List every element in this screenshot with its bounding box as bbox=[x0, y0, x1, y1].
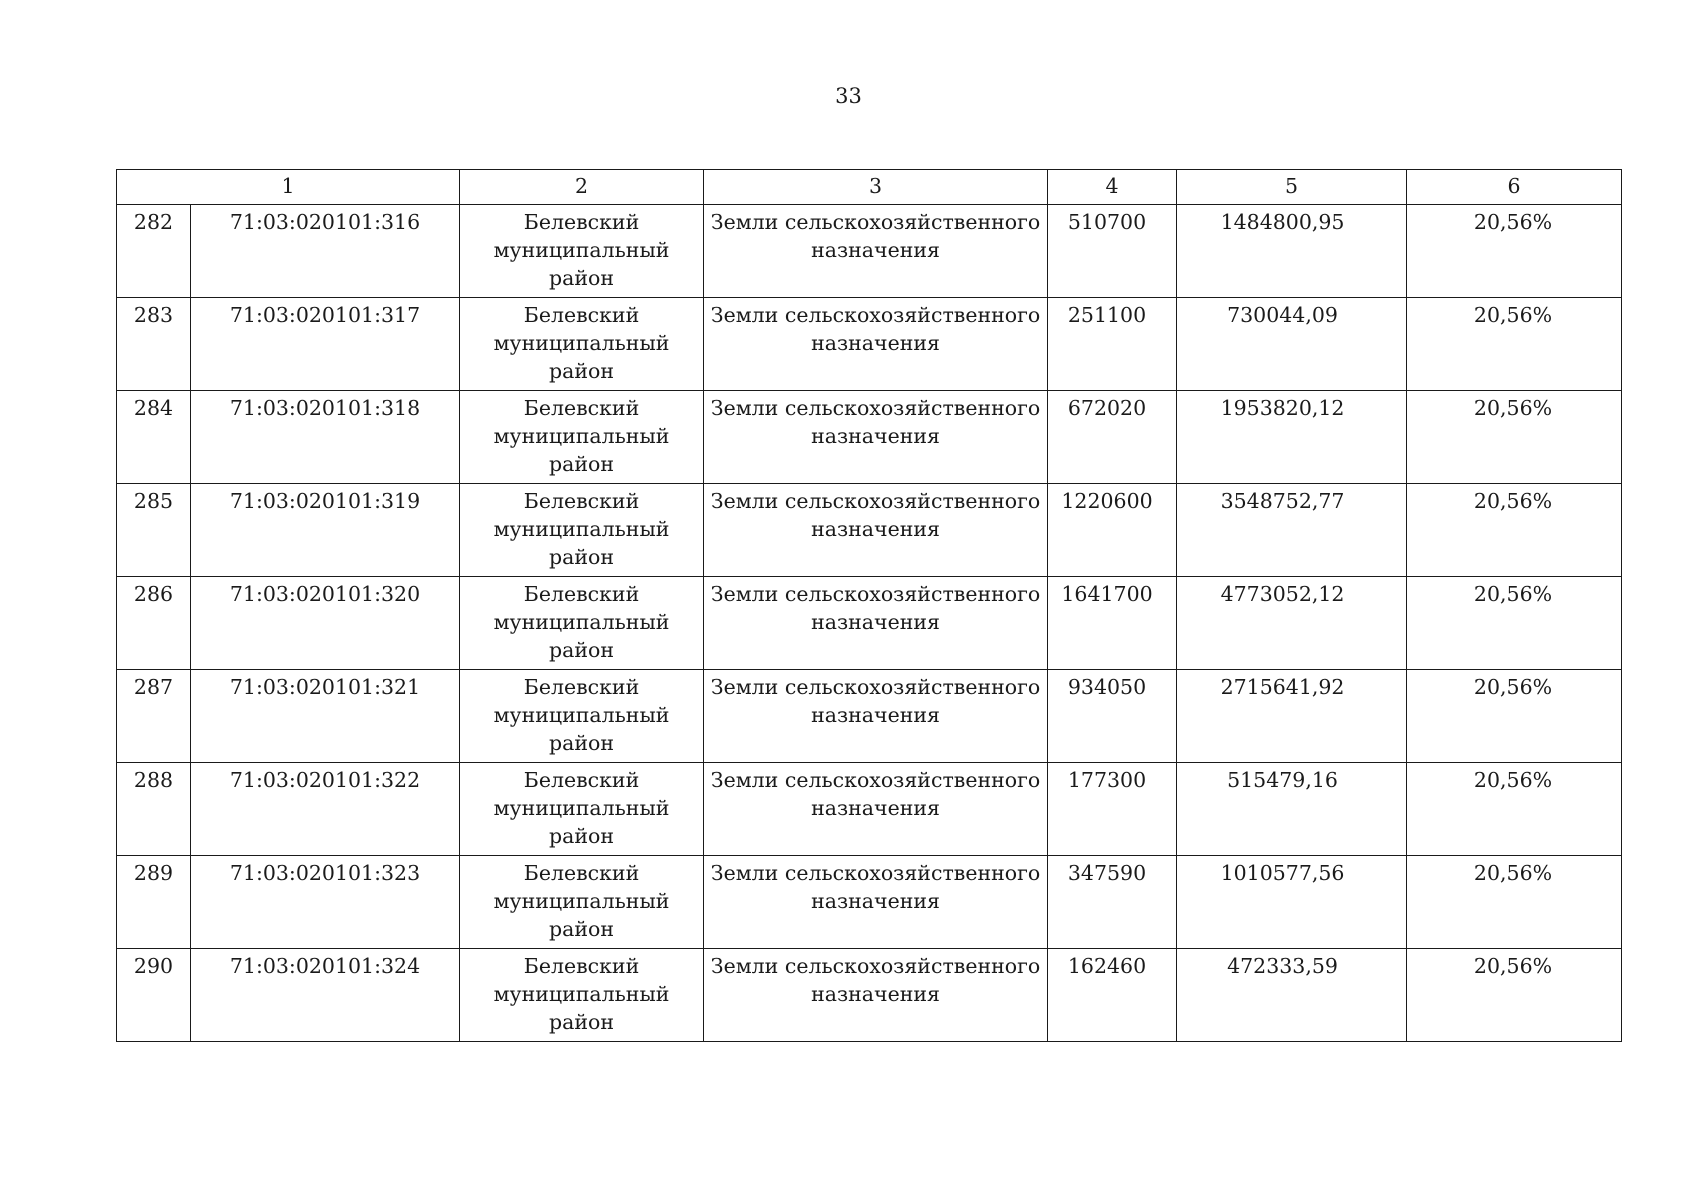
land-category-cell bbox=[704, 298, 1048, 391]
cadastral-value-cell-text: 4773052,12 bbox=[1220, 582, 1345, 606]
percent-cell bbox=[1407, 298, 1622, 391]
area-cell-text: 162460 bbox=[1067, 954, 1147, 978]
cadastral-number-cell-text: 71:03:020101:323 bbox=[229, 861, 421, 885]
cadastral-number-cell-text: 71:03:020101:316 bbox=[229, 210, 421, 234]
cadastral-number-cell-text: 71:03:020101:317 bbox=[229, 303, 421, 327]
cadastral-value-cell-text: 515479,16 bbox=[1227, 768, 1338, 792]
row-number-cell bbox=[117, 856, 191, 949]
cadastral-number-cell bbox=[191, 205, 460, 298]
district-cell-text: Белевский муниципальный район bbox=[493, 768, 670, 848]
district-cell-text: Белевский муниципальный район bbox=[493, 303, 670, 383]
district-cell-text: Белевский муниципальный район bbox=[493, 954, 670, 1034]
area-cell bbox=[1048, 391, 1177, 484]
area-cell bbox=[1048, 205, 1177, 298]
cadastral-value-cell bbox=[1177, 763, 1407, 856]
table-row bbox=[117, 391, 1622, 484]
column-header: 3 bbox=[704, 170, 1048, 205]
percent-cell-text: 20,56% bbox=[1473, 210, 1553, 234]
percent-cell-text: 20,56% bbox=[1473, 303, 1553, 327]
area-cell-text: 347590 bbox=[1067, 861, 1147, 885]
district-cell bbox=[460, 763, 704, 856]
row-number-cell bbox=[117, 949, 191, 1042]
land-category-cell-text: Земли сельскохозяйственного назначения bbox=[710, 210, 1041, 262]
district-cell bbox=[460, 670, 704, 763]
table-row bbox=[117, 949, 1622, 1042]
column-header: 2 bbox=[460, 170, 704, 205]
cadastral-value-cell bbox=[1177, 391, 1407, 484]
table-body bbox=[117, 170, 1622, 1042]
land-category-cell bbox=[704, 670, 1048, 763]
land-category-cell bbox=[704, 856, 1048, 949]
cadastral-number-cell bbox=[191, 298, 460, 391]
cadastral-number-cell bbox=[191, 670, 460, 763]
row-number-cell bbox=[117, 577, 191, 670]
district-cell bbox=[460, 484, 704, 577]
area-cell bbox=[1048, 577, 1177, 670]
cadastral-number-cell bbox=[191, 577, 460, 670]
area-cell bbox=[1048, 484, 1177, 577]
percent-cell-text: 20,56% bbox=[1473, 582, 1553, 606]
column-header: 1 bbox=[117, 170, 460, 205]
percent-cell-text: 20,56% bbox=[1473, 675, 1553, 699]
cadastral-value-cell-text: 2715641,92 bbox=[1220, 675, 1345, 699]
land-category-cell bbox=[704, 949, 1048, 1042]
row-number-cell bbox=[117, 763, 191, 856]
land-category-cell-text: Земли сельскохозяйственного назначения bbox=[710, 582, 1041, 634]
cadastral-number-cell-text: 71:03:020101:319 bbox=[229, 489, 421, 513]
cadastral-value-cell bbox=[1177, 856, 1407, 949]
cadastral-number-cell-text: 71:03:020101:320 bbox=[229, 582, 421, 606]
table-row bbox=[117, 856, 1622, 949]
cadastral-value-cell bbox=[1177, 484, 1407, 577]
area-cell-text: 1220600 bbox=[1061, 489, 1153, 513]
percent-cell bbox=[1407, 670, 1622, 763]
row-number-cell-text: 284 bbox=[133, 396, 174, 420]
row-number-cell-text: 287 bbox=[133, 675, 174, 699]
district-cell-text: Белевский муниципальный район bbox=[493, 861, 670, 941]
cadastral-number-cell-text: 71:03:020101:318 bbox=[229, 396, 421, 420]
cadastral-value-cell-text: 730044,09 bbox=[1227, 303, 1338, 327]
district-cell-text: Белевский муниципальный район bbox=[493, 210, 670, 290]
district-cell-text: Белевский муниципальный район bbox=[493, 675, 670, 755]
percent-cell-text: 20,56% bbox=[1473, 768, 1553, 792]
cadastral-number-cell bbox=[191, 949, 460, 1042]
district-cell bbox=[460, 856, 704, 949]
cadastral-number-cell-text: 71:03:020101:324 bbox=[229, 954, 421, 978]
table-row bbox=[117, 205, 1622, 298]
land-category-cell-text: Земли сельскохозяйственного назначения bbox=[710, 768, 1041, 820]
land-category-cell bbox=[704, 763, 1048, 856]
percent-cell bbox=[1407, 949, 1622, 1042]
cadastral-number-cell-text: 71:03:020101:321 bbox=[229, 675, 421, 699]
row-number-cell-text: 288 bbox=[133, 768, 174, 792]
percent-cell bbox=[1407, 205, 1622, 298]
land-category-cell bbox=[704, 391, 1048, 484]
column-header: 6 bbox=[1407, 170, 1622, 205]
cadastral-number-cell-text: 71:03:020101:322 bbox=[229, 768, 421, 792]
row-number-cell-text: 282 bbox=[133, 210, 174, 234]
table-row bbox=[117, 577, 1622, 670]
area-cell-text: 1641700 bbox=[1061, 582, 1153, 606]
district-cell bbox=[460, 298, 704, 391]
area-cell bbox=[1048, 670, 1177, 763]
land-category-cell-text: Земли сельскохозяйственного назначения bbox=[710, 303, 1041, 355]
percent-cell bbox=[1407, 391, 1622, 484]
area-cell-text: 672020 bbox=[1067, 396, 1147, 420]
district-cell bbox=[460, 949, 704, 1042]
cadastral-value-cell-text: 3548752,77 bbox=[1220, 489, 1345, 513]
row-number-cell bbox=[117, 484, 191, 577]
area-cell-text: 177300 bbox=[1067, 768, 1147, 792]
table-row bbox=[117, 484, 1622, 577]
cadastral-value-cell bbox=[1177, 298, 1407, 391]
cadastral-value-cell-text: 1953820,12 bbox=[1220, 396, 1345, 420]
cadastral-value-cell-text: 1484800,95 bbox=[1220, 210, 1345, 234]
row-number-cell bbox=[117, 205, 191, 298]
page-number: 33 bbox=[835, 84, 862, 108]
percent-cell bbox=[1407, 577, 1622, 670]
row-number-cell-text: 285 bbox=[133, 489, 174, 513]
district-cell bbox=[460, 391, 704, 484]
table-header-row bbox=[117, 170, 1622, 205]
row-number-cell-text: 283 bbox=[133, 303, 174, 327]
percent-cell-text: 20,56% bbox=[1473, 954, 1553, 978]
row-number-cell bbox=[117, 670, 191, 763]
land-category-cell-text: Земли сельскохозяйственного назначения bbox=[710, 396, 1041, 448]
district-cell bbox=[460, 205, 704, 298]
percent-cell-text: 20,56% bbox=[1473, 489, 1553, 513]
area-cell-text: 510700 bbox=[1067, 210, 1147, 234]
percent-cell bbox=[1407, 856, 1622, 949]
cadastral-value-cell bbox=[1177, 577, 1407, 670]
land-category-cell bbox=[704, 577, 1048, 670]
row-number-cell bbox=[117, 298, 191, 391]
cadastral-value-cell-text: 472333,59 bbox=[1227, 954, 1338, 978]
row-number-cell-text: 289 bbox=[133, 861, 174, 885]
percent-cell bbox=[1407, 763, 1622, 856]
percent-cell-text: 20,56% bbox=[1473, 861, 1553, 885]
area-cell-text: 934050 bbox=[1067, 675, 1147, 699]
district-cell bbox=[460, 577, 704, 670]
land-category-cell-text: Земли сельскохозяйственного назначения bbox=[710, 489, 1041, 541]
percent-cell-text: 20,56% bbox=[1473, 396, 1553, 420]
table-row bbox=[117, 670, 1622, 763]
cadastral-value-cell bbox=[1177, 670, 1407, 763]
land-category-cell-text: Земли сельскохозяйственного назначения bbox=[710, 861, 1041, 913]
area-cell-text: 251100 bbox=[1067, 303, 1147, 327]
land-category-cell-text: Земли сельскохозяйственного назначения bbox=[710, 954, 1041, 1006]
cadastral-value-cell-text: 1010577,56 bbox=[1220, 861, 1345, 885]
land-plots-table bbox=[116, 169, 1622, 1042]
row-number-cell bbox=[117, 391, 191, 484]
district-cell-text: Белевский муниципальный район bbox=[493, 489, 670, 569]
area-cell bbox=[1048, 763, 1177, 856]
cadastral-value-cell bbox=[1177, 205, 1407, 298]
area-cell bbox=[1048, 949, 1177, 1042]
cadastral-value-cell bbox=[1177, 949, 1407, 1042]
row-number-cell-text: 286 bbox=[133, 582, 174, 606]
area-cell bbox=[1048, 856, 1177, 949]
cadastral-number-cell bbox=[191, 763, 460, 856]
area-cell bbox=[1048, 298, 1177, 391]
land-category-cell bbox=[704, 484, 1048, 577]
cadastral-number-cell bbox=[191, 391, 460, 484]
district-cell-text: Белевский муниципальный район bbox=[493, 582, 670, 662]
percent-cell bbox=[1407, 484, 1622, 577]
table-row bbox=[117, 763, 1622, 856]
land-category-cell-text: Земли сельскохозяйственного назначения bbox=[710, 675, 1041, 727]
column-header: 4 bbox=[1048, 170, 1177, 205]
table-row bbox=[117, 298, 1622, 391]
column-header: 5 bbox=[1177, 170, 1407, 205]
cadastral-number-cell bbox=[191, 856, 460, 949]
cadastral-number-cell bbox=[191, 484, 460, 577]
district-cell-text: Белевский муниципальный район bbox=[493, 396, 670, 476]
land-category-cell bbox=[704, 205, 1048, 298]
row-number-cell-text: 290 bbox=[133, 954, 174, 978]
